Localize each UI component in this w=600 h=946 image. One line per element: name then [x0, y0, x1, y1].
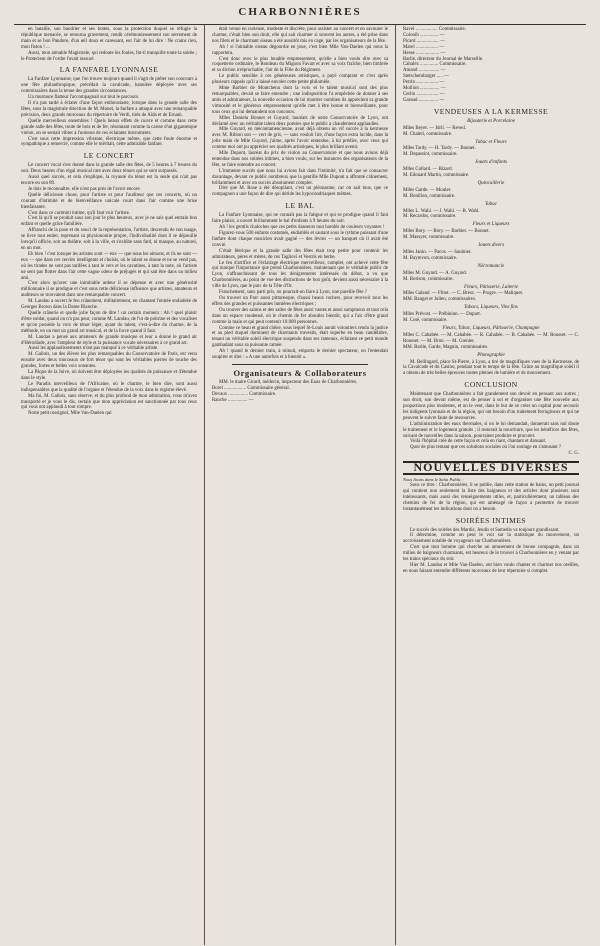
- column-3: [395, 25, 586, 945]
- paragraph: Mlle Guyard, en mécontamencienne, avait déjà obtenu un vif succès à la kermesse avec M. Ribion son — vert de gris, — sans vouloir lire, d'une façon extra lucide, dans la jolie main de Mlle Guyard, j'aime, après l'avoir entendue, à lui prédire, avec ceux qui comme moi ont pu apprécier ses qualités artistiques, le plus brillant avenir.: [212, 127, 388, 151]
- list-item: Mlles Beyer. — Idril. — Reved.: [403, 125, 467, 131]
- stand-heading: Quincaillerie: [477, 180, 505, 186]
- list-item: Mollion ................ —: [403, 86, 446, 92]
- paragraph: Dire que M. Rose a été désopilant, c'est un pléonasme, car on sait tous, que ce compagnon a une façon de dire qui déride les hypocondriaques mêmes.: [212, 186, 388, 198]
- list-item: Devaux ................ Commissaire.: [212, 391, 277, 397]
- paragraph: Il détermine, comme on peut le voir sur la statistique du mouvement, un accroissement notable de voyageurs sur Charbonnières.: [403, 533, 579, 545]
- stand-heading: Photographie: [477, 352, 505, 358]
- paragraph: Le concert vocal s'est donné dans la grande salle des fêtes, de 5 heures à 7 heures du soir. Deux heures d'un régal musical rare avec deux ténors qui se sont surpassés.: [21, 163, 197, 175]
- paragraph: L'administration des eaux thermales, si on le lui demandait, donnerait sans nul doute le traitement et le logement gratuits ; il resterait la nourriture, que les bénéfices des fêtes, suivant de nouvelles dans la saison, pourraient produire et procurer.: [403, 421, 579, 439]
- paragraph: Voilà l'hôpital créé de cette façon et cela en riant, chantant et dansant.: [410, 439, 547, 445]
- list-item: Mlles Garde. — Mouler.: [403, 187, 452, 193]
- paragraph: C'est sous cette impression vibrante, électrique même, que cette foule énorme et sympathique a remercié, comme elle le méritait, cette admirable fanfare.: [21, 136, 197, 148]
- list-item: Garaud ................ —: [403, 97, 445, 103]
- paragraph: La Fanfare Lyonnaise, qui ne connaît pas la fatigue et qui se prodigue quand il faut faire plaisir, a ouvert brillamment le bal d'enfants à 9 heures du soir.: [212, 213, 388, 225]
- paragraph: Mlles Daniela Bonnet et Guyard, lauréats de notre Conservatoire de Lyon, ont déclamé avec un véritable talent deux poésies que le public a chaudement applaudies.: [212, 115, 388, 127]
- signature: C. G.: [568, 451, 579, 457]
- paragraph: C'est dans ce carimini intime, qu'il faut voir l'artiste.: [28, 210, 131, 216]
- list-item: Cahalez ............... Commissaire.: [403, 62, 467, 68]
- list-item: Barlie, directeur du Journal de Marseille.: [403, 56, 484, 62]
- paragraph: Ou trouver des salons et des salles de fêtes aussi vastes et aussi somptueux et tout cela dans un espace condensé, où le chemin de fer aboutiss bientôt, qui a l'air d'être grand comme la main et qui peut contenir 10.000 personnes.: [212, 307, 388, 325]
- list-item: M. Massyer, commissaire.: [403, 235, 455, 241]
- paragraph: Le public sensible à ces généreuses artistiques, a payé comptant et c'est après plusieurs rappels qu'il a laissé envoler cette petite philomèle.: [212, 74, 388, 86]
- paragraph: Sous ce titre : Charbonnières, il se publie, dans cette station de bains, un petit journal qui contient non seulement la liste des baigneurs et des articles dont plusieurs sont intéressants, mais aussi des renseignements utiles, et, particulièrement, un tableau des chemins de fer de la région, qui est aménagé de façon à permettre de trouver instantanément les indications dont on a besoin.: [403, 483, 579, 512]
- paragraph: Mme Barbier de Montchenu dont la voix et le talent musical sont des plus remarquables, devait se faire entendre ; une indisposition l'a empêchée de donner à ses amis et admirateurs, la nouvelle occasion de lui montrer combien ils apprécient sa grande virtuosité et le généreux empressement qu'elle met à être bonne et bienveillante, pour tous ceux qui lui demandent son concours.: [212, 86, 388, 115]
- paragraph: Aussi les applaudissements n'ont pas manqué à ce véritable artiste.: [28, 346, 159, 352]
- masthead-title: CHARBONNIÈRES: [238, 6, 362, 18]
- paragraph: était venue en curieuse, modeste et discrète, pour assister au concert et en savourer le charme, c'était bien son droit, elle qui sait charmer si souvent les autres, a été prise dans nos filets et le charmant oiseau a été aussitôt mis en cage, par les organisateurs de la fête.: [212, 27, 388, 44]
- paragraph: La Fanfare Lyonnaise, que l'on trouve toujours quand il s'agit de prêter son concours à une fête philanthropique, précédait la cavalcade, bannière déployée avec ses commissaires dans la tenue des grandes circonstances.: [21, 77, 197, 95]
- paragraph: MM. le maire Girard, médecin, inspecteur des Eaux de Charbonnières.: [219, 379, 358, 385]
- list-item: Hesse ................... —: [403, 50, 446, 56]
- paragraph: L'immense succès que nous lui avions fait dans l'intimité, n'a fait que se consacrer davantage, devant ce public nombreux que la gentille Mlle Dupont a affronté crânement, brillamment et avec un succès absolument complet.: [212, 168, 388, 186]
- paragraph: M. Bellingard, place St-Pierre, à Lyon, a tiré de magnifiques vues de la Kermesse, de la Cavalcade et du Casino, pendant tout le temps de la fête. Grâce au magnifique soleil il a obtenu de très belles épreuves toutes pleines de lumière et de mouvement.: [403, 359, 579, 377]
- paragraph: C'est que tout homme qui cherche un amusement de bonne compagnie, dans un milieu de baigneurs charmants, est heureux de le trouver à Charbonnières en y venant par les trains spéciaux du soir.: [403, 545, 579, 563]
- section-heading-conclusion: CONCLUSION: [464, 380, 518, 390]
- stand-heading: Fleurs, Pâtisserie, Laiterie: [464, 284, 518, 290]
- list-item: MM. Barlie, Garde, Magnin, commissaires.: [403, 344, 489, 350]
- paragraph: M. Gallois, un des élèves les plus remarquables du Conservatoire de Paris, est venu ensuite avec deux morceaux de fort ténor qui sont les véritables pierres de touche des grandes, fortes et belles voix sonantes.: [21, 352, 197, 370]
- columns: [14, 25, 586, 945]
- section-heading-organisateurs: Organisateurs & Collaborateurs: [233, 367, 367, 378]
- column-2: [204, 25, 395, 945]
- list-item: Mlles Collard. — Bizard.: [403, 167, 453, 173]
- paragraph: Ou trouver un Parc aussi pittoresque, d'aussi beaux rochers, pour recevoir tous les effets des grandes et puissantes lumières électriques ;: [212, 295, 388, 307]
- list-item: M. Bayrevon, commissaire.: [403, 255, 458, 261]
- list-item: Stetschembarger ..... —: [403, 74, 449, 80]
- list-item: M. Bonillon, commissaire.: [403, 193, 456, 199]
- paragraph: Quoi de plus tentant que ces solutions sociales où l'on soulage en s'amusant ?: [410, 445, 562, 451]
- divider: [232, 364, 368, 365]
- section-heading-concert: LE CONCERT: [83, 151, 135, 161]
- paragraph: Je dois le reconnaître, elle n'est pas près de l'avoir encore.: [28, 186, 141, 192]
- paragraph: Hier M. Landau et Mlle Van-Daelen, ont bien voulu chanter et charmer nos oreilles, en nous faisant entendre différents morceaux de leur répertoire si complet.: [403, 562, 579, 574]
- paragraph: Le feu d'artifice et l'éclairage électrique merveilleux, complet, ont achevé cette fête qui marque l'importance que prend Charbonnières, maintenant que le véritable public de Lyon, s'affranchissant de tous les dénigrements intéressés du début, a vu que Charbonnières, au point de vue des distractions de bon goût, devient aussi nécessaire à la ville de Lyon, que le parc de la Tête d'Or.: [212, 260, 388, 290]
- paragraph: Quelle merveilleux ensembles ! Quels beaux effets de cuivre et comme dans cette grande salle des fêtes, toute de bois et de fer, résonnant comme la caisse d'un gigantesque violon, on se sentait vibrer à l'unisson de ces éclatants instruments.: [21, 118, 197, 136]
- list-item: Perrin .................. —: [403, 80, 445, 86]
- paragraph: M. Landau a ouvert le feu crânement, militairement, en chantant l'entrée endiablée de Georges Brown dans la Dame Blanche.: [21, 299, 197, 311]
- stand-heading: Fleurs, Tabac, Liqueurs, Pâtisserie, Champagne: [442, 325, 540, 331]
- paragraph: Comme ce beau et grand chêne, sous lequel St-Louis aurait volontiers rendu la justice et au pied duquel dominent de charmants travestis, était superbe en beau candélabre, tenant un véritable soleil électrique suspendu dans ses rameaux, éclairant ce petit monde gambadant sous sa puissante ramée.: [212, 325, 388, 349]
- list-item: Amand ................. —: [403, 68, 446, 74]
- list-item: Mlles M. Guyard. — A. Guyard.: [403, 270, 467, 276]
- stand-heading: Jouets d'enfants: [474, 160, 508, 166]
- paragraph: Le succès des soirées des Mardis, Jeudis et Samedis va toujours grandissant.: [410, 527, 560, 533]
- paragraph: Eh bien ! c'est lorsque les artistes sont — eux — que nous les aimons, et ils ne sont — eux — que dans ces cercles intelligents et choisis, où le talent se donne et ne se vend pas, où les tirades ne sont pas tarifées à tant le vers et les cavatines, à tant la note, où l'artiste ne sent pas flotter dans l'air cette vague odeur de préjugés et qui sait être dans un milieu ami.: [21, 251, 197, 281]
- list-item: Marel .................. —: [403, 44, 445, 50]
- list-item: Mlles Tardy. — H. Tardy. — Bonnet.: [403, 146, 476, 152]
- paragraph: Figurez-vous 500 enfants costumés, endiablés et sautant sous le rythme puissant d'une fanfare dont chaque musicien avait gagné — des lèvres — un banquet où il avait été convié.: [212, 231, 388, 248]
- section-heading-nouvelles: NOUVELLES DIVERSES: [403, 461, 579, 475]
- paragraph: C'était féerique et la grande salle des fêtes était trop petite pour contenir les admirateurs, pères et mères, de ces Tagliovi et Vestris en herbe.: [212, 248, 388, 260]
- paragraph: Mlle Dupont, lauréat du prix de violon au Conservatoire et que nous avions déjà entendue dans nos soirées intimes, a bien voulu, sur les instances des organisateurs de la fête, se faire entendre au concert.: [212, 151, 388, 168]
- paragraph: Ah ! les gentils chaloches que ces petits danseurs tout barolés de couleurs voyantes !: [219, 225, 385, 231]
- masthead: [14, 0, 586, 25]
- stand-heading: Nécromancie: [477, 263, 505, 269]
- section-heading-vendeuses: VENDEUSES A LA KERMESSE: [433, 106, 549, 116]
- paragraph: C'est donc avec le plus louable empressement, qu'elle a bien voulu dire avec sa coquetterie ordinaire, le Rondeau du Mignon Favart et avec sa voix fraîche, bien timbrée et sa diction irréprochable, l'air de la Fille du Régiment.: [212, 56, 388, 74]
- list-item: Mlles Janin. — Pacos. — Saulnier.: [403, 250, 472, 255]
- list-item: M. Coté, commissaire.: [403, 318, 448, 324]
- paragraph: Un murmure flatteur l'accompagnait sur tout le parcours.: [28, 95, 140, 101]
- paragraph: en bataille, son baudrier et ses bottes, sous la protection duquel se réfugie la république menacée, se retourna gravement, rendit cérémonieusement son serrement de main et se bon Pandore, d'un œil doux et caressant, eut l'air de lui dire : Ne crains rien, mon fiston ! ...: [21, 27, 197, 50]
- paragraph: Affranchi de la pose et du souci de la représentation, l'artiste, descendu de son nuage, se livre tout entier, reprenant sa physionomie propre, l'individualité dont il se dépouille lorsqu'il officie, soit au théâtre, soit à la ville, et s'exhibe sans fard, ni masque, au naturel, en un mot.: [21, 228, 197, 251]
- list-item: M. Edouard Martin, commissaire.: [403, 173, 470, 179]
- list-item: Colonib ............... —: [403, 32, 445, 38]
- paragraph: Maintenant que Charbonnières a fait grandement son devoir en pensant aux autres ; son droit, son devoir même, est de penser à soi et d'organiser une fête nouvelle aux proportions plus modestes, et on le veut, dans le but de se créer un capital pour secourir les indigents lyonnais et de la région, qui ont besoin d'un traitement ferrugineux et qui ne peuvent le suivre faute de ressources.: [403, 392, 579, 421]
- paragraph: Ma foi, M. Gallois, sans réserve, et du plus profond de mon admiration, vous m'avez transporté et je vous le dis, certain que mon appréciation est sanctionnée par tous ceux qui vous ont applaudi à tout rompre.: [21, 393, 197, 411]
- paragraph: C'est là qu'il se produit sous son jour le plus heureux, avec je ne sais quel entrain bon enfant et quelle grâce familière.: [21, 216, 197, 228]
- section-heading-bal: LE BAL: [285, 201, 315, 211]
- section-heading-soirees: SOIRÉES INTIMES: [455, 515, 527, 525]
- paragraph: Le Paradis merveilleux de l'Africaine, où le charme, le bien dire, sont aussi indispensables que la qualité de l'organe et l'étendue de la voix dans le registre élevé.: [21, 381, 197, 393]
- list-item: Mlles C. Cahabée. — M. Cahabée. — R. Cahabée. — B. Cahabée. — M. Rousset. — C. Rousset. — M. Bron. — M. Grenier.: [403, 332, 579, 344]
- paragraph: Quelle délicieuse chose, pour l'artiste et pour l'auditeur que ces concerts, où un courant d'intimité et de bienveillance unicale court dans l'air comme une brise bienfaisante.: [21, 192, 197, 210]
- list-item: Mlles L. Wahl. — J. Wahl. — B. Wahl.: [403, 208, 480, 214]
- list-item: M. Depassiot, commissaire.: [403, 152, 458, 158]
- stand-heading: Jouets divers: [477, 243, 505, 249]
- paragraph: La Pâque de la Juive, où doivent être déployées les qualités de puissance et d'étendue dans le style.: [21, 370, 197, 381]
- paragraph: Il n'a pas tardé à éclater d'une façon enthousiaste, lorsque dans la grande salle des fêtes, sous la magistrale direction de M. Monet, la fanfare a attaqué avec une remarquable précision, deux grands morceaux du répertoire de Verdi, tirés de Aïda et de Ernani.: [21, 101, 197, 118]
- list-item: Mlles Galand. — Flitot. — C. Bresc. — Progre. — Maliquet.: [403, 291, 524, 297]
- stand-heading: Fleurs et Liqueurs: [472, 222, 510, 228]
- stand-heading: Bijouterie et Porcelaine: [467, 118, 515, 124]
- paragraph: Quelle crânerie et quelle jolie façon de dire ! un certain moment : Ah ! quel plaisir d'être soldat, quand on n'a pas peur, comme M. Landau, de l'ut de poitrine et des vocalises et qu'on possède la voix de ténor léger, ayant du talent, c'est-à-dire du charme, de la méthode, en un mot un grand art musical, et de la force quand il faut.: [21, 310, 198, 334]
- paragraph: Aussi quel succès, et cela s'explique, la royauté du ténor est la seule qui n'ait pas encore eu son 89.: [21, 175, 197, 187]
- paragraph: M. Landau a pensé aux amateurs de grande musique et leur a donné le grand air d'Hérodiade, avec l'ampleur de style et la puissance vocale nécessaires à ce grand art.: [21, 334, 197, 346]
- list-item: Picard .................. —: [403, 38, 445, 44]
- list-item: Ravel .................. Commissaire.: [403, 27, 466, 32]
- stand-heading: Tabac: [484, 201, 498, 207]
- section-heading-fanfare: LA FANFARE LYONNAISE: [59, 65, 159, 75]
- paragraph: Ah ! quand le dernier train, à minuit, emporta le dernier spectateur, on l'entendait soupirer et dire : « A une autrefois et à bientôt ».: [212, 349, 388, 361]
- list-item: Cerlin .................. —: [403, 91, 445, 97]
- paragraph: Notre petit rossignol, Mlle Van-Daelen qui: [28, 411, 112, 417]
- list-item: Mlles Prévost. — Prébinion. — Dupart.: [403, 312, 481, 318]
- list-item: MM. Bauget et Jullen, commissaires.: [403, 297, 476, 303]
- column-1: [14, 25, 204, 945]
- paragraph: C'est alors qu'avec une inimitable ardeur il se dépense et avec une générosité millionnaire il se prodigue et c'est sous cette délicieuse influence que artistes, amateurs et auditeurs se trouvaient dans une remarquable concert.: [21, 281, 197, 299]
- list-item: Borel .................. Commissaire général.: [212, 385, 290, 391]
- list-item: M. Recardos, commissaire.: [403, 214, 457, 220]
- list-item: M. Borison, commissaire.: [403, 276, 454, 282]
- paragraph: Ah ! si l'aimable oiseau dégourdie en joue, c'est bien Mlle Van-Daelen qui nous la rapportera.: [212, 44, 388, 56]
- list-item: Mlles Bory. — Bory. — Barbier. — Bonnet.: [403, 229, 490, 235]
- stand-heading: Tabacs, Liqueurs, Vins fins: [464, 305, 518, 311]
- stand-heading: Tabac et Fleurs: [475, 139, 507, 145]
- paragraph: Franchement, sans parti pris, ou pourrait-on faire à Lyon, une pareille fête ?: [219, 290, 367, 296]
- list-item: M. Chaleil, commissaire.: [403, 131, 453, 137]
- source-note: Nous lisons dans le Salut Public :: [403, 477, 464, 483]
- list-item: Ranche ................ —: [212, 397, 254, 403]
- paragraph: Aussi, mon aimable Magistrale, qui redoute les foules, fut-il tranquille toute la soirée ; le Protecteur de l'ordre l'avait rassuré.: [21, 50, 197, 62]
